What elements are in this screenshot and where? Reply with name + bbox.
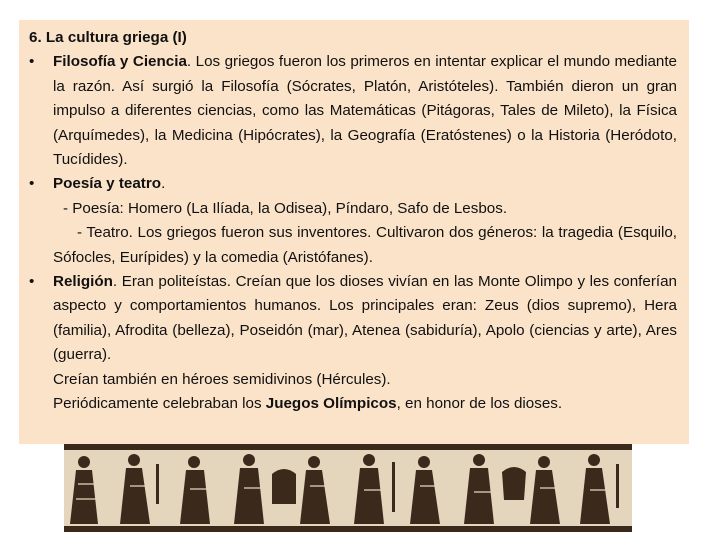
bullet-text: . <box>161 175 166 193</box>
bullet-dot-icon: • <box>29 273 35 291</box>
bullet-lead: Filosofía y Ciencia <box>53 53 187 71</box>
bullet-lead: Poesía y teatro <box>53 175 162 193</box>
bullet-text: . Los griegos fueron los primeros en intentar explicar el mundo mediante la razón. Así surgió la Filosofía (Sócrates, Platón, Aristóteles). También dieron un gran impulso a diferentes ciencias, como las Matemáticas (Pitágoras, Tales de Mileto), la Física (Arquímedes), la Medicina (Hipócrates), la Geografía (Eratóstenes) o la Historia (Heródoto, Tucídides). <box>53 53 677 169</box>
slide-title: 6. La cultura griega (I) <box>29 29 187 46</box>
bullet-filosofia <box>29 50 677 172</box>
teatro-line: - Teatro. Los griegos fueron sus inventores. Cultivaron dos géneros: la tragedia (Esquilo, Sófocles, Eurípides) y la comedia (Aristófanes). <box>53 224 677 266</box>
heroes-line: Creían también en héroes semidivinos (Hércules). <box>53 370 391 388</box>
bullet-lead: Religión <box>53 273 113 291</box>
juegos-after: , en honor de los dioses. <box>396 395 563 413</box>
juegos-olimpicos: Juegos Olímpicos <box>265 395 397 413</box>
bullet-dot-icon: • <box>29 53 35 71</box>
bullet-text: . Eran politeístas. Creían que los dioses vivían en las Monte Olimpo y les conferían aspecto y comportamientos humanos. Los principales eran: Zeus (dios supremo), Hera (familia), Afrodita (belleza), Poseidón (mar), Atenea (sabiduría), Apolo (ciencias y arte), Ares (guerra). <box>53 273 677 364</box>
greek-vase-frieze-image <box>64 444 632 532</box>
poesia-line: - Poesía: Homero (La Ilíada, la Odisea), Píndaro, Safo de Lesbos. <box>63 199 508 217</box>
bullet-poesia-teatro <box>29 172 677 196</box>
bullet-dot-icon: • <box>29 175 35 193</box>
juegos-before: Periódicamente celebraban los <box>53 395 266 413</box>
juegos-line <box>29 392 677 416</box>
content-text-box <box>19 20 689 444</box>
bullet-religion <box>29 270 677 368</box>
